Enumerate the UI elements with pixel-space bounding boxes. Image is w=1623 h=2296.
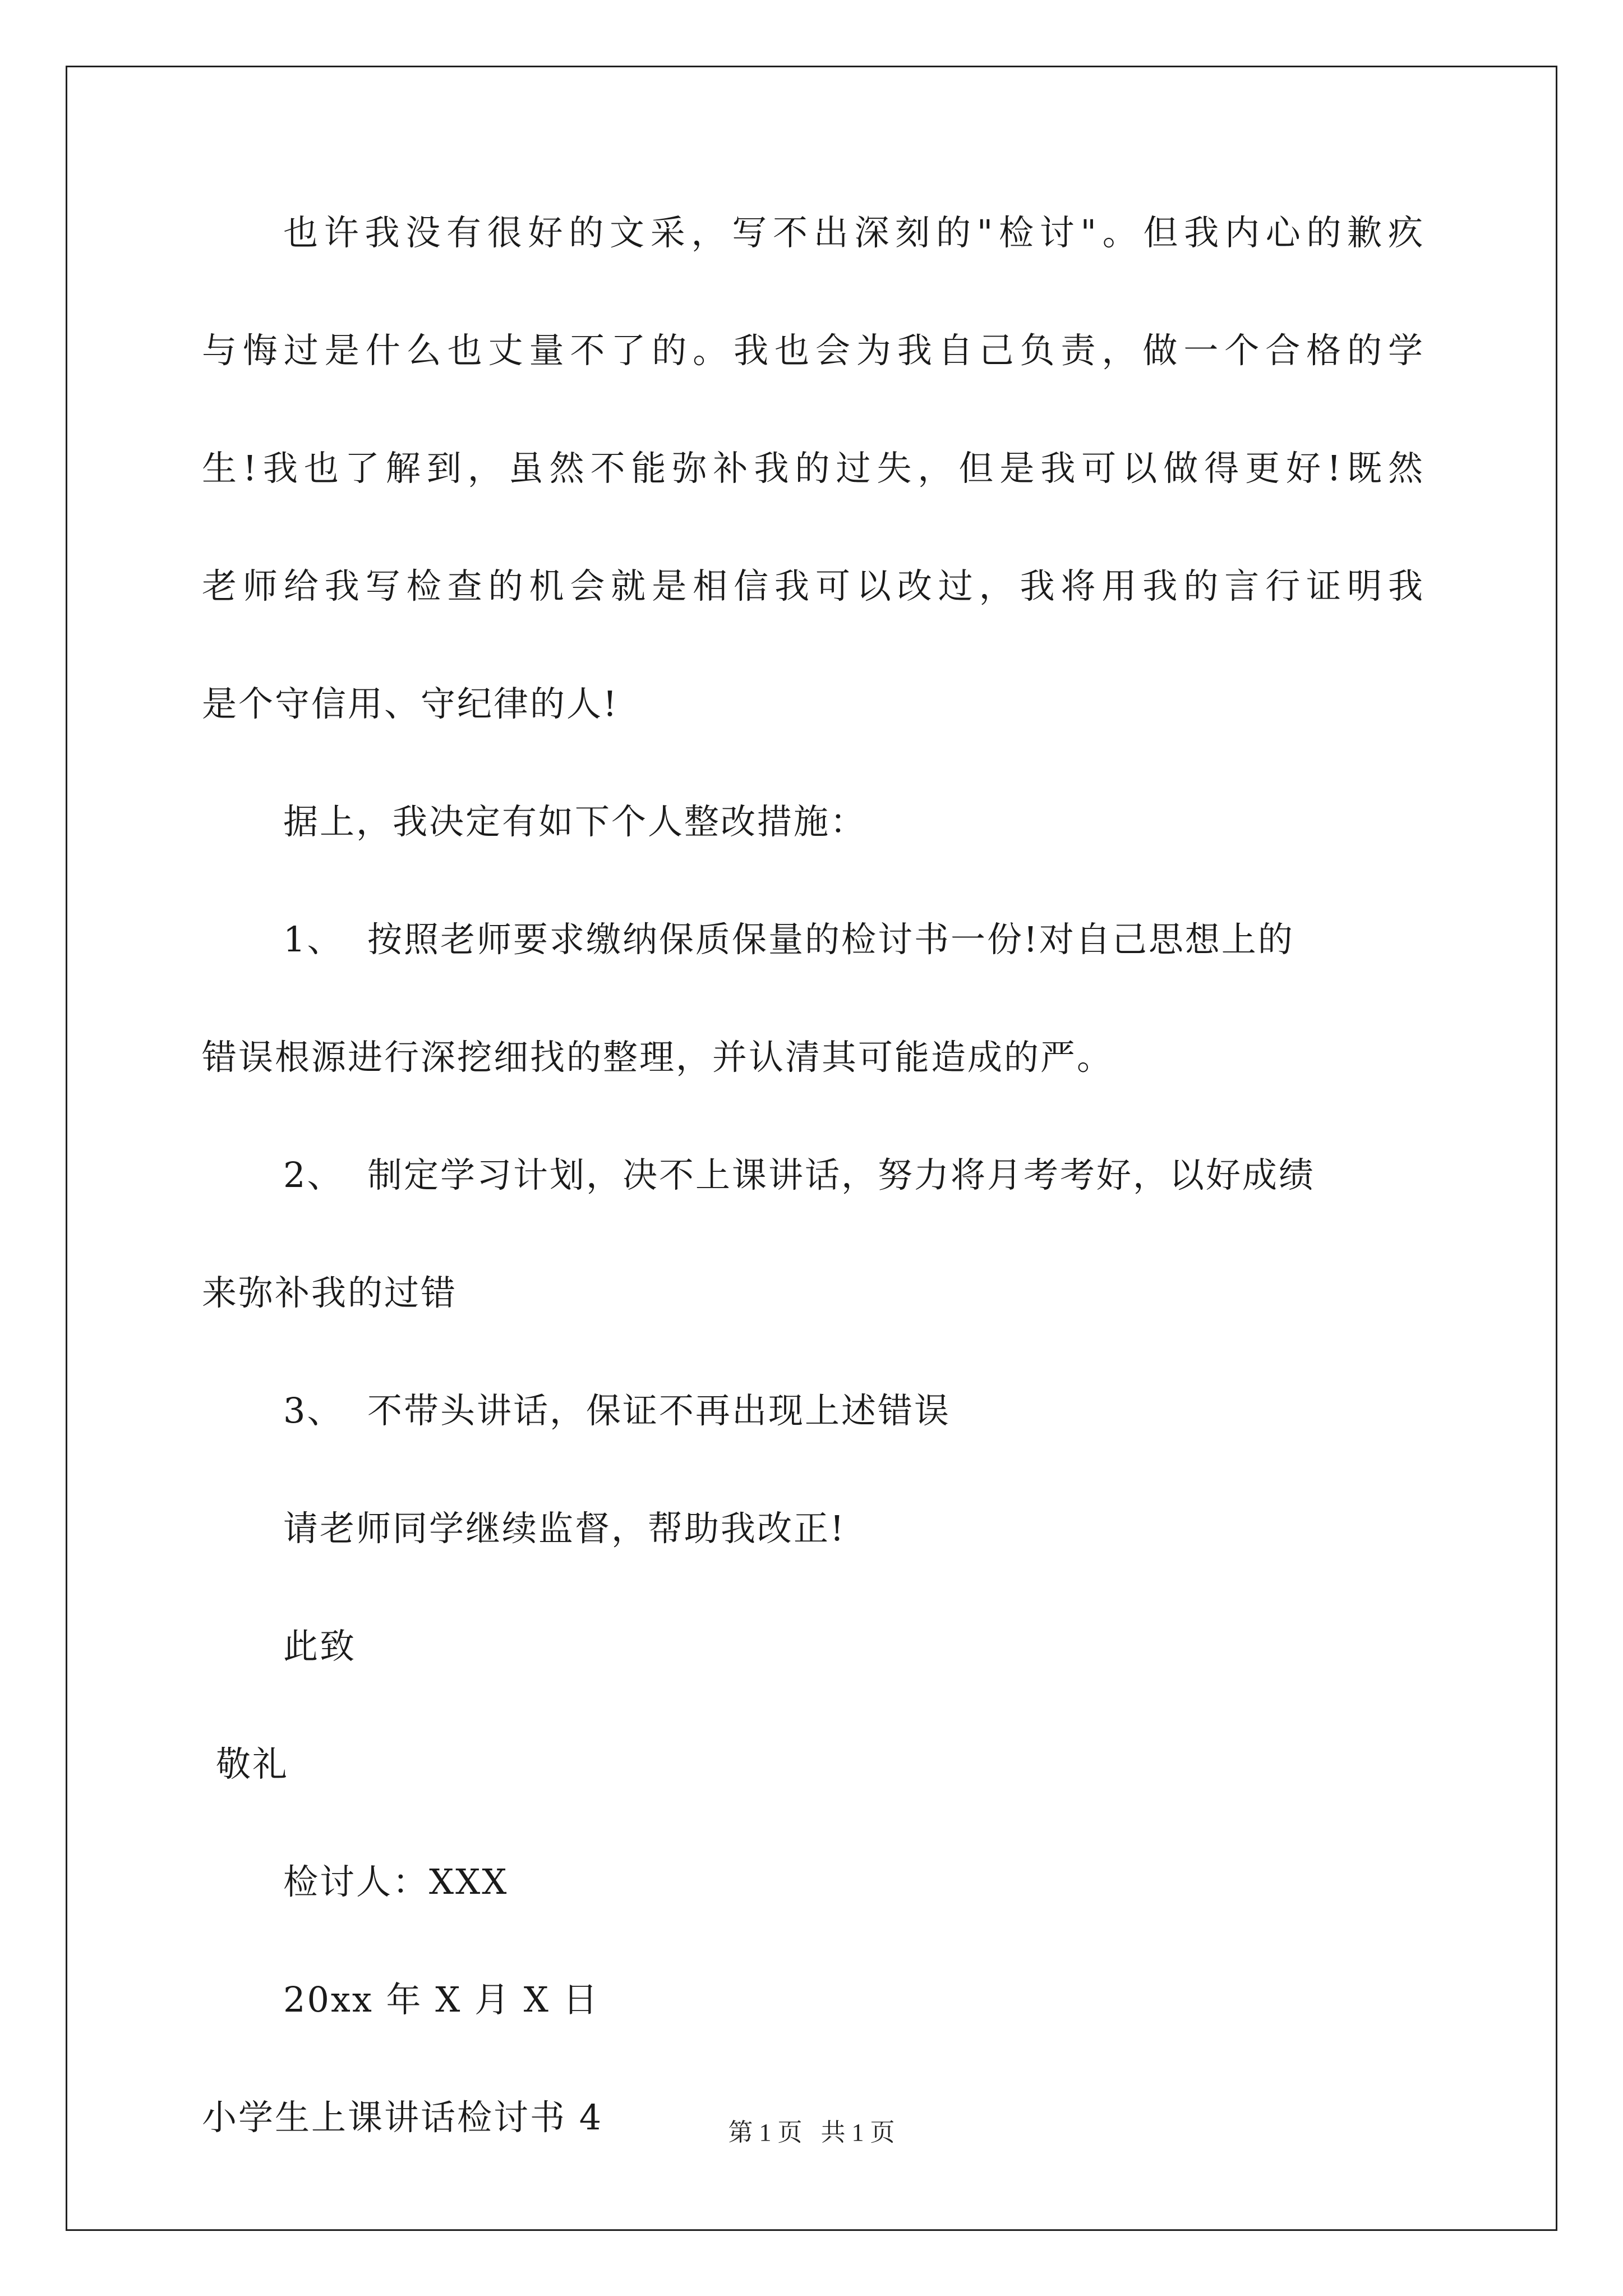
- measure-continuation: 错误根源进行深挖细找的整理，并认清其可能造成的严。: [202, 1037, 1114, 1078]
- signature-line: 检讨人：XXX: [283, 1861, 509, 1902]
- paragraph-line: 也许我没有很好的文采，写不出深刻的"检讨"。但我内心的歉疚: [283, 212, 1424, 253]
- paragraph-line: 与悔过是什么也丈量不了的。我也会为我自己负责，做一个合格的学: [202, 330, 1424, 371]
- date-line: 20xx 年 X 月 X 日: [283, 1979, 600, 2020]
- page-number-footer: 第 1 页 共 1 页: [728, 2119, 895, 2146]
- paragraph-line: 老师给我写检查的机会就是相信我可以改过，我将用我的言行证明我: [202, 565, 1424, 606]
- measures-intro: 据上，我决定有如下个人整改措施：: [283, 801, 867, 842]
- measure-number: 3、: [283, 1390, 344, 1431]
- request-line: 请老师同学继续监督，帮助我改正!: [283, 1508, 846, 1549]
- measure-number: 1、: [283, 919, 344, 960]
- measure-continuation: 来弥补我的过错: [202, 1272, 458, 1313]
- measure-item: [283, 1144, 1424, 1206]
- next-document-title: 小学生上课讲话检讨书 4: [202, 2097, 603, 2138]
- measure-text: 制定学习计划，决不上课讲话，努力将月考考好，以好成绩: [367, 1154, 1316, 1195]
- measure-item: [283, 1380, 951, 1442]
- paragraph-line: 生!我也了解到，虽然不能弥补我的过失，但是我可以做得更好!既然: [202, 448, 1424, 489]
- paragraph-line: 是个守信用、守纪律的人!: [202, 683, 619, 724]
- closing-line: 此致: [283, 1626, 357, 1667]
- measure-number: 2、: [283, 1154, 344, 1195]
- measure-text: 按照老师要求缴纳保质保量的检讨书一份!对自己思想上的: [367, 919, 1294, 960]
- measure-item: [283, 909, 1424, 970]
- salute-line: 敬礼: [216, 1743, 289, 1784]
- measure-text: 不带头讲话，保证不再出现上述错误: [367, 1390, 951, 1431]
